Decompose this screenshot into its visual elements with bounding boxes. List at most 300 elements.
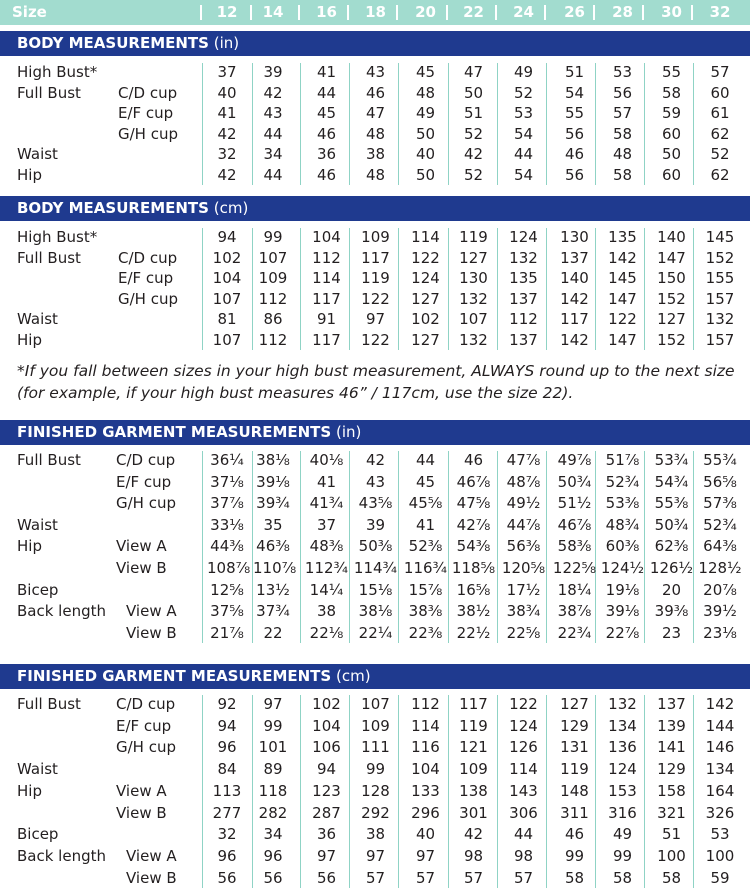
- table-cell: 51: [463, 104, 484, 123]
- row-label: Hip: [17, 331, 42, 349]
- table-cell: 38⅜: [408, 602, 443, 621]
- table-cell: 164: [705, 781, 735, 800]
- table-cell: 39⅛: [605, 602, 640, 621]
- row-sublabel: C/D cup: [118, 83, 178, 102]
- table-row: [0, 268, 750, 289]
- table-cell: 133: [411, 781, 440, 800]
- table-cell: 114: [411, 228, 440, 246]
- table-cell: 42: [263, 83, 283, 102]
- table-cell: 38: [365, 825, 386, 844]
- table-cell: 40: [415, 145, 436, 164]
- table-cell: 137: [560, 248, 589, 267]
- table-cell: 296: [411, 803, 440, 822]
- header-divider: [544, 5, 546, 20]
- table-cell: 107: [212, 331, 242, 349]
- table-cell: 301: [459, 803, 488, 822]
- table-cell: 46: [316, 166, 337, 184]
- table-cell: 277: [212, 803, 242, 822]
- table-cell: 122: [361, 331, 390, 349]
- row-sublabel: View A: [116, 781, 167, 800]
- row-label: Waist: [17, 760, 58, 779]
- row-label: Waist: [17, 515, 58, 534]
- section-unit: (in): [213, 34, 240, 52]
- table-cell: 56: [564, 124, 585, 143]
- table-cell: 135: [509, 269, 538, 288]
- table-cell: 118⅝: [451, 559, 496, 577]
- size-header-22: 22: [463, 3, 484, 21]
- row-sublabel: View B: [116, 559, 167, 577]
- table-cell: 117: [560, 310, 589, 329]
- row-sublabel: View A: [116, 537, 167, 556]
- table-cell: 56: [612, 83, 633, 102]
- row-label: Hip: [17, 166, 42, 184]
- row-sublabel: C/D cup: [118, 248, 178, 267]
- table-cell: 104: [411, 760, 440, 779]
- table-cell: 14¼: [309, 580, 344, 599]
- header-divider: [250, 5, 252, 20]
- table-cell: 23⅛: [703, 623, 737, 642]
- header-divider: [593, 5, 595, 20]
- table-cell: 42: [217, 166, 237, 184]
- row-label: Hip: [17, 781, 42, 800]
- table-cell: 109: [361, 228, 390, 246]
- table-cell: 127: [657, 310, 686, 329]
- table-cell: 39¾: [256, 494, 290, 513]
- table-cell: 137: [509, 289, 538, 308]
- table-cell: 112¾: [304, 559, 349, 577]
- row-sublabel: View B: [116, 803, 167, 822]
- table-cell: 152: [705, 248, 735, 267]
- table-row: [0, 868, 750, 889]
- table-cell: 23: [661, 623, 682, 642]
- table-cell: 54⅜: [456, 537, 491, 556]
- table-row: [0, 330, 750, 351]
- table-cell: 122: [509, 695, 538, 713]
- table-cell: 59: [661, 104, 682, 123]
- table-cell: 94: [217, 228, 237, 246]
- table-cell: 56⅜: [506, 537, 541, 556]
- size-header-label: Size: [12, 3, 47, 21]
- table-cell: 43: [263, 104, 283, 123]
- table-cell: 56: [564, 166, 585, 184]
- table-cell: 37⅛: [210, 472, 244, 491]
- table-cell: 99: [263, 716, 283, 735]
- table-row: [0, 227, 750, 248]
- table-cell: 98: [463, 846, 484, 865]
- table-cell: 22¾: [557, 623, 592, 642]
- table-cell: 48: [365, 166, 386, 184]
- table-cell: 135: [608, 228, 637, 246]
- table-cell: 46: [365, 83, 386, 102]
- size-header-32: 32: [709, 3, 731, 21]
- table-cell: 49½: [506, 494, 541, 513]
- header-divider: [642, 5, 644, 20]
- table-cell: 104: [212, 269, 242, 288]
- table-cell: 121: [459, 738, 488, 757]
- table-cell: 52: [710, 145, 730, 164]
- table-cell: 44: [263, 124, 283, 143]
- table-cell: 94: [217, 716, 237, 735]
- size-header-14: 14: [262, 3, 284, 21]
- size-header-26: 26: [564, 3, 585, 21]
- size-header-12: 12: [216, 3, 238, 21]
- table-cell: 38: [365, 145, 386, 164]
- table-cell: 62: [710, 124, 730, 143]
- table-cell: 126½: [649, 559, 694, 577]
- table-cell: 104: [312, 228, 341, 246]
- table-cell: 42⅞: [456, 515, 491, 534]
- table-row: [0, 737, 750, 758]
- table-cell: 112: [509, 310, 538, 329]
- table-cell: 54¾: [654, 472, 689, 491]
- table-cell: 99: [612, 846, 633, 865]
- table-cell: 132: [459, 289, 488, 308]
- size-header-24: 24: [513, 3, 534, 21]
- table-cell: 60: [661, 166, 682, 184]
- table-cell: 126: [509, 738, 538, 757]
- table-cell: 47⅝: [456, 494, 491, 513]
- table-cell: 46: [564, 825, 585, 844]
- section-header: [0, 31, 750, 56]
- table-cell: 43⅝: [358, 494, 393, 513]
- table-cell: 124: [509, 716, 538, 735]
- table-cell: 152: [657, 289, 686, 308]
- table-cell: 52⅜: [408, 537, 443, 556]
- row-sublabel: C/D cup: [116, 451, 176, 469]
- table-cell: 17½: [506, 580, 541, 599]
- table-cell: 97: [316, 846, 337, 865]
- section-title: FINISHED GARMENT MEASUREMENTS: [17, 423, 332, 441]
- size-header-16: 16: [316, 3, 337, 21]
- table-cell: 127: [411, 331, 440, 349]
- table-cell: 124: [509, 228, 538, 246]
- table-cell: 124: [608, 760, 637, 779]
- table-cell: 96: [217, 738, 237, 757]
- table-cell: 102: [312, 695, 341, 713]
- table-cell: 51: [564, 63, 585, 81]
- table-cell: 326: [705, 803, 735, 822]
- table-cell: 42: [217, 124, 237, 143]
- table-cell: 96: [263, 846, 283, 865]
- row-sublabel: View A: [126, 846, 177, 865]
- table-cell: 132: [705, 310, 735, 329]
- table-cell: 130: [459, 269, 488, 288]
- table-cell: 137: [509, 331, 538, 349]
- table-cell: 142: [705, 695, 735, 713]
- table-cell: 58: [564, 868, 585, 887]
- table-cell: 50: [415, 124, 436, 143]
- table-cell: 282: [258, 803, 288, 822]
- table-cell: 127: [411, 289, 440, 308]
- row-label: Waist: [17, 145, 58, 164]
- section-title: BODY MEASUREMENTS: [17, 199, 209, 217]
- table-cell: 46⅞: [456, 472, 491, 491]
- table-cell: 51⅞: [605, 451, 640, 469]
- table-cell: 111: [361, 738, 390, 757]
- table-cell: 57: [612, 104, 633, 123]
- table-cell: 48¾: [605, 515, 640, 534]
- table-cell: 131: [560, 738, 589, 757]
- table-cell: 46: [316, 124, 337, 143]
- row-sublabel: C/D cup: [116, 695, 176, 713]
- table-cell: 114: [509, 760, 538, 779]
- table-cell: 42: [463, 825, 484, 844]
- table-cell: 122: [608, 310, 637, 329]
- table-cell: 44⅜: [210, 537, 244, 556]
- table-cell: 38⅛: [256, 451, 290, 469]
- row-label: Full Bust: [17, 248, 81, 267]
- table-row: [0, 289, 750, 310]
- table-cell: 61: [710, 104, 730, 123]
- table-row: [0, 165, 750, 186]
- table-cell: 12⅝: [210, 580, 244, 599]
- table-cell: 124: [411, 269, 440, 288]
- table-cell: 46⅜: [256, 537, 290, 556]
- table-cell: 158: [657, 781, 686, 800]
- table-cell: 99: [564, 846, 585, 865]
- table-cell: 112: [411, 695, 440, 713]
- table-cell: 134: [608, 716, 637, 735]
- table-cell: 107: [212, 289, 242, 308]
- size-header-bar: [0, 0, 750, 25]
- table-row: [0, 558, 750, 579]
- table-cell: 99: [365, 760, 386, 779]
- table-cell: 86: [263, 310, 283, 329]
- table-cell: 116: [411, 738, 440, 757]
- table-cell: 117: [312, 331, 341, 349]
- table-cell: 117: [361, 248, 390, 267]
- table-cell: 116¾: [403, 559, 448, 577]
- table-cell: 143: [509, 781, 538, 800]
- table-row: [0, 536, 750, 557]
- table-cell: 55⅜: [654, 494, 689, 513]
- table-cell: 119: [459, 228, 488, 246]
- table-cell: 62: [710, 166, 730, 184]
- table-cell: 32: [217, 825, 237, 844]
- table-cell: 58: [612, 124, 633, 143]
- row-label: Waist: [17, 310, 58, 329]
- table-cell: 84: [217, 760, 237, 779]
- table-cell: 97: [365, 846, 386, 865]
- table-cell: 22: [263, 623, 283, 642]
- table-cell: 42: [463, 145, 484, 164]
- table-row: [0, 623, 750, 644]
- table-cell: 97: [415, 846, 436, 865]
- table-cell: 22¼: [358, 623, 393, 642]
- table-cell: 287: [312, 803, 341, 822]
- table-cell: 128½: [698, 559, 742, 577]
- section-title: BODY MEASUREMENTS: [17, 34, 209, 52]
- table-cell: 52: [463, 124, 484, 143]
- table-row: [0, 493, 750, 514]
- table-cell: 22⅜: [408, 623, 443, 642]
- table-cell: 140: [657, 228, 686, 246]
- size-header-28: 28: [612, 3, 633, 21]
- table-cell: 117: [312, 289, 341, 308]
- table-cell: 51½: [557, 494, 592, 513]
- table-cell: 34: [263, 145, 283, 164]
- table-cell: 44⅞: [506, 515, 541, 534]
- table-cell: 51: [661, 825, 682, 844]
- table-cell: 42: [365, 451, 386, 469]
- table-cell: 16⅝: [456, 580, 491, 599]
- table-cell: 15⅞: [408, 580, 443, 599]
- table-cell: 102: [411, 310, 440, 329]
- section-header: [0, 664, 750, 689]
- row-sublabel: View B: [126, 623, 177, 642]
- table-cell: 45: [415, 472, 436, 491]
- table-cell: 48⅞: [506, 472, 541, 491]
- table-cell: 53⅜: [605, 494, 640, 513]
- table-cell: 48⅜: [309, 537, 344, 556]
- header-divider: [446, 5, 448, 20]
- table-row: [0, 580, 750, 601]
- table-cell: 97: [365, 310, 386, 329]
- table-cell: 57: [513, 868, 534, 887]
- header-divider: [396, 5, 398, 20]
- table-cell: 142: [560, 331, 589, 349]
- table-cell: 49: [513, 63, 534, 81]
- table-cell: 145: [705, 228, 735, 246]
- row-label: Full Bust: [17, 695, 81, 713]
- table-cell: 50: [463, 83, 484, 102]
- row-label: Full Bust: [17, 83, 81, 102]
- table-cell: 148: [560, 781, 589, 800]
- row-label: Bicep: [17, 580, 59, 599]
- table-cell: 41: [217, 104, 237, 123]
- table-cell: 38⅛: [358, 602, 393, 621]
- row-label: High Bust*: [17, 63, 98, 81]
- table-cell: 114¾: [353, 559, 398, 577]
- table-cell: 47: [365, 104, 386, 123]
- table-cell: 132: [509, 248, 538, 267]
- table-cell: 53: [612, 63, 633, 81]
- table-cell: 46: [564, 145, 585, 164]
- row-sublabel: View A: [126, 602, 177, 621]
- table-cell: 44: [513, 825, 534, 844]
- table-cell: 123: [312, 781, 341, 800]
- table-cell: 53¾: [654, 451, 689, 469]
- table-cell: 55¾: [703, 451, 737, 469]
- table-cell: 155: [705, 269, 735, 288]
- table-cell: 142: [560, 289, 589, 308]
- table-cell: 37⅝: [210, 602, 244, 621]
- table-row: [0, 472, 750, 493]
- header-divider: [200, 5, 202, 20]
- table-cell: 39: [365, 515, 386, 534]
- table-cell: 97: [263, 695, 283, 713]
- table-cell: 157: [705, 331, 735, 349]
- table-row: [0, 846, 750, 867]
- header-divider: [495, 5, 497, 20]
- row-label: Back length: [17, 846, 106, 865]
- table-cell: 37: [217, 63, 237, 81]
- row-sublabel: E/F cup: [116, 472, 172, 491]
- section-header: [0, 420, 750, 445]
- table-cell: 130: [560, 228, 589, 246]
- table-cell: 39½: [703, 602, 737, 621]
- table-cell: 127: [459, 248, 488, 267]
- table-cell: 50¾: [557, 472, 592, 491]
- table-cell: 50⅜: [358, 537, 393, 556]
- table-cell: 56: [217, 868, 237, 887]
- table-cell: 64⅜: [703, 537, 737, 556]
- table-cell: 40: [217, 83, 237, 102]
- table-cell: 20⅞: [703, 580, 737, 599]
- table-cell: 41¾: [309, 494, 344, 513]
- row-sublabel: G/H cup: [118, 289, 178, 308]
- table-cell: 100: [705, 846, 735, 865]
- table-cell: 49: [612, 825, 633, 844]
- table-row: [0, 144, 750, 165]
- header-divider: [691, 5, 693, 20]
- table-cell: 36¼: [210, 451, 244, 469]
- table-cell: 145: [608, 269, 637, 288]
- row-sublabel: E/F cup: [118, 104, 174, 123]
- table-cell: 102: [212, 248, 242, 267]
- table-cell: 20: [661, 580, 682, 599]
- table-row: [0, 450, 750, 471]
- table-cell: 41: [316, 472, 337, 491]
- table-cell: 52: [513, 83, 534, 102]
- table-cell: 45: [415, 63, 436, 81]
- table-cell: 140: [560, 269, 589, 288]
- row-sublabel: View B: [126, 868, 177, 887]
- table-cell: 137: [657, 695, 686, 713]
- table-cell: 147: [608, 331, 637, 349]
- table-cell: 55: [661, 63, 682, 81]
- table-cell: 48: [415, 83, 436, 102]
- table-cell: 104: [312, 716, 341, 735]
- table-cell: 106: [312, 738, 341, 757]
- table-cell: 60: [710, 83, 730, 102]
- table-cell: 138: [459, 781, 488, 800]
- table-cell: 60⅜: [605, 537, 640, 556]
- table-cell: 110⅞: [253, 559, 297, 577]
- table-cell: 52¾: [703, 515, 737, 534]
- table-cell: 46⅞: [557, 515, 592, 534]
- table-cell: 157: [705, 289, 735, 308]
- table-cell: 108⅞: [207, 559, 251, 577]
- table-row: [0, 248, 750, 269]
- table-cell: 122: [411, 248, 440, 267]
- table-cell: 120⅝: [501, 559, 546, 577]
- table-cell: 15⅛: [358, 580, 393, 599]
- header-divider: [347, 5, 349, 20]
- table-cell: 58: [661, 83, 682, 102]
- table-cell: 91: [316, 310, 337, 329]
- table-cell: 118: [258, 781, 288, 800]
- table-cell: 57⅜: [703, 494, 737, 513]
- row-label: Full Bust: [17, 451, 81, 469]
- table-row: [0, 83, 750, 104]
- table-cell: 109: [258, 269, 288, 288]
- table-cell: 47⅞: [506, 451, 541, 469]
- table-row: [0, 781, 750, 802]
- table-cell: 54: [564, 83, 585, 102]
- table-cell: 38¾: [506, 602, 541, 621]
- table-cell: 107: [258, 248, 288, 267]
- table-cell: 119: [361, 269, 390, 288]
- table-cell: 53: [710, 825, 730, 844]
- table-cell: 58⅜: [557, 537, 592, 556]
- table-cell: 119: [459, 716, 488, 735]
- table-cell: 152: [657, 331, 686, 349]
- row-sublabel: G/H cup: [118, 124, 178, 143]
- table-cell: 96: [217, 846, 237, 865]
- row-sublabel: G/H cup: [116, 494, 176, 513]
- size-header-18: 18: [365, 3, 386, 21]
